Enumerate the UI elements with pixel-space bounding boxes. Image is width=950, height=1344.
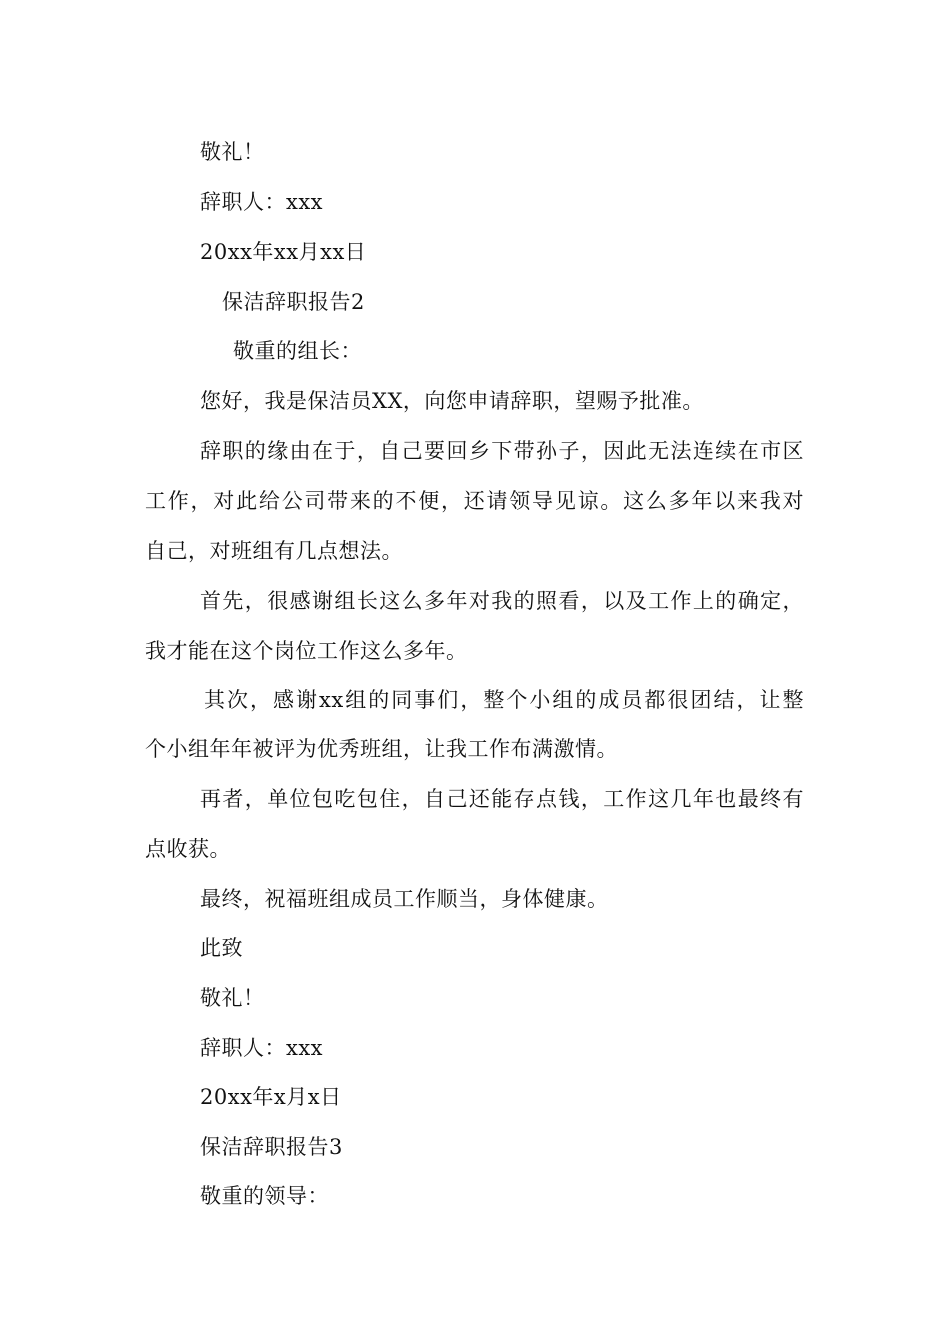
salutation-closing: 敬礼！: [200, 986, 265, 1010]
paragraph-line: 辞职的缘由在于，自己要回乡下带孙子，因此无法连续在市区: [200, 439, 804, 463]
greeting-line: 敬重的组长：: [233, 339, 362, 363]
date-line: 20xx年xx月xx日: [200, 240, 367, 264]
paragraph-line: 我才能在这个岗位工作这么多年。: [145, 639, 468, 663]
paragraph-line: 其次，感谢xx组的同事们，整个小组的成员都很团结，让整: [204, 688, 804, 712]
signatory-line: 辞职人：xxx: [200, 190, 324, 214]
paragraph-line: 再者，单位包吃包住，自己还能存点钱，工作这几年也最终有: [200, 787, 804, 811]
paragraph-line: 点收获。: [145, 837, 231, 861]
greeting-line: 敬重的领导：: [200, 1184, 329, 1208]
section-title: 保洁辞职报告2: [222, 290, 365, 314]
paragraph-line: 最终，祝福班组成员工作顺当，身体健康。: [200, 887, 609, 911]
paragraph-line: 首先，很感谢组长这么多年对我的照看，以及工作上的确定，: [200, 589, 804, 613]
date-line: 20xx年x月x日: [200, 1085, 342, 1109]
signatory-line: 辞职人：xxx: [200, 1036, 324, 1060]
paragraph-line: 自己，对班组有几点想法。: [145, 539, 403, 563]
closing-line: 此致: [200, 936, 243, 960]
paragraph-line: 您好，我是保洁员XX，向您申请辞职，望赐予批准。: [200, 389, 704, 413]
salutation-closing: 敬礼！: [200, 140, 265, 164]
paragraph-line: 个小组年年被评为优秀班组，让我工作布满激情。: [145, 737, 618, 761]
section-title: 保洁辞职报告3: [200, 1135, 343, 1159]
paragraph-line: 工作，对此给公司带来的不便，还请领导见谅。这么多年以来我对: [145, 489, 804, 513]
